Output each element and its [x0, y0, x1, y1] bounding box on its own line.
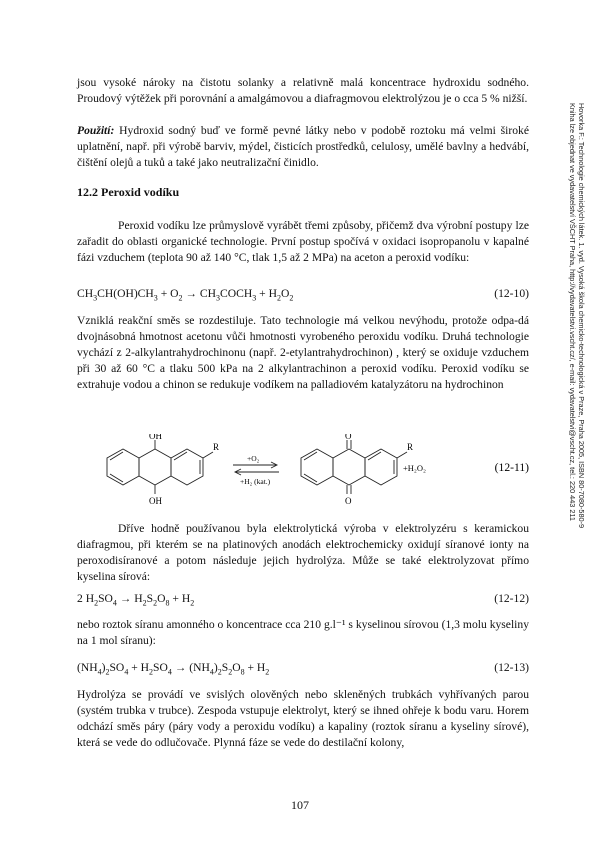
equation-number: (12-13) [494, 661, 529, 674]
formula-subscript: 2 [149, 667, 154, 677]
use-paragraph [77, 123, 529, 171]
paragraph-3: Dříve hodně používanou byla elektrolytická výroba v elektrolyzéru s keramickou diafragmou, při kterém se na platinových anodách elektrochemicky oxidují síranové ionty na peroxodisíranové a potom následuje jejich hydrolýza. Může se také elektrolyzovat přímo kyselina sírová: [77, 522, 529, 583]
formula-text: + H [244, 661, 266, 674]
formula-subscript: 2 [178, 293, 183, 303]
formula-text: ) [213, 661, 218, 674]
formula-subscript: 2 [228, 667, 233, 677]
formula-text: S [221, 661, 229, 674]
formula-text: O [280, 287, 290, 300]
o-bottom-label: O [345, 496, 352, 506]
oh-top-label: OH [149, 434, 162, 441]
formula-text: → CH [182, 287, 217, 300]
formula-text: CH(OH)CH [97, 287, 154, 300]
equation-formula [77, 660, 269, 680]
oh-bottom-label: OH [149, 496, 162, 506]
formula-text: (NH [77, 661, 98, 674]
paragraph-2: Vzniklá reakční směs se rozdestiluje. Tato technologie má velkou nevýhodu, protože odpa-dá dvojnásobná hmotnost acetonu vůči hmotnosti vyrobeného peroxidu vodíku. Druhá technologie vychází z 2-alkylantrahydrochinonu (např. 2-etylantrahydrochinon) , který se oxiduje vzduchem při 30 až 60 °C a tlaku 500 kPa na 2 alkylantrachinon a peroxid vodíku. Peroxid vodíku se extrahuje vodou a chinon se redukuje vodíkem na palladiovém katalyzátoru na hydrochinon [77, 314, 529, 391]
formula-text: → (NH [171, 661, 210, 674]
equation-number: (12-12) [494, 592, 529, 605]
formula-subscript: 3 [216, 293, 221, 303]
reaction-scheme [77, 434, 529, 516]
equation-number: (12-10) [494, 287, 529, 300]
paragraph-4: nebo roztok síranu amonného o koncentrace cca 210 g.l⁻¹ s kyselinou sírovou (1,3 molu kyseliny na 1 mol síranu): [77, 618, 529, 647]
formula-subscript: 8 [240, 667, 245, 677]
section-heading: 12.2 Peroxid vodíku [77, 185, 180, 199]
side-citation-line-1: Hovorka F.: Technologie chemických látek. 1. vyd. Vysoká škola chemicko-technologická v Praze, Praha 2005, ISBN 80-7080-580-9 [577, 103, 586, 529]
formula-text: S [146, 592, 154, 605]
o-top-label: O [345, 434, 352, 441]
intro-paragraph: jsou vysoké nároky na čistotu solanky a relativně malá koncentrace hydroxidu sodného. Proudový výtěžek při porovnání a amalgámovou a diafragmovou elektrolýzou je o cca 5 % nižší. [77, 76, 529, 105]
formula-subscript: 4 [97, 667, 102, 677]
backward-condition: +H₂ (kat.) [240, 477, 271, 486]
formula-subscript: 3 [93, 293, 98, 303]
formula-text: 2 H [77, 592, 95, 605]
r-right-label: R [407, 442, 414, 452]
formula-text: SO [153, 661, 168, 674]
formula-subscript: 2 [265, 667, 270, 677]
equation-12-12 [77, 591, 529, 607]
formula-text: SO [98, 592, 113, 605]
formula-text: + H [128, 661, 150, 674]
formula-subscript: 2 [190, 598, 195, 608]
r-left-label: R [213, 442, 220, 452]
side-citation-line-2: Kniha lze objednat ve vydavatelství VŠCHT Praha, http://vydavatelstvi.vscht.cz/, e-mail: vydavatelstvi@vscht.cz, tel.: 220 443 211 [568, 103, 577, 521]
equation-12-10 [77, 286, 529, 302]
equation-number: (12-11) [494, 461, 529, 474]
formula-text: CH [77, 287, 94, 300]
paragraph-1: Peroxid vodíku lze průmyslově vyrábět třemi způsoby, přičemž dva výrobní postupy lze zařadit do oblasti organické technologie. První postup spočívá v oxidaci isopropanolu v kapalné fázi vzduchem (teplota 90 až 140 °C, tlak 1,5 až 2 MPa) na aceton a peroxid vodíku: [77, 219, 529, 264]
equation-12-13 [77, 660, 529, 676]
formula-text: O [232, 661, 241, 674]
forward-condition: +O₂ [247, 454, 260, 463]
formula-subscript: 2 [142, 598, 147, 608]
formula-text: O [157, 592, 166, 605]
formula-subscript: 4 [209, 667, 214, 677]
formula-text: ) [101, 661, 106, 674]
formula-text: + O [157, 287, 179, 300]
side-citation [568, 103, 586, 703]
use-text: Hydroxid sodný buď ve formě pevné látky nebo v podobě roztoku má velmi široké uplatnění, např. při výrobě barviv, mýdel, čisticích prostředků, celulosy, umělé bavlny a hedvábí, čištění olejů a tuků a také jako neutralizační činidlo. [77, 124, 529, 169]
product-label: +H₂O₂ [403, 463, 426, 473]
page-number: 107 [291, 798, 309, 812]
formula-subscript: 2 [276, 293, 281, 303]
formula-subscript: 3 [252, 293, 257, 303]
formula-subscript: 2 [217, 667, 222, 677]
use-label: Použití: [77, 124, 115, 137]
formula-subscript: 2 [289, 293, 294, 303]
formula-subscript: 4 [167, 667, 172, 677]
formula-subscript: 4 [112, 598, 117, 608]
formula-text: + H [169, 592, 191, 605]
formula-subscript: 2 [94, 598, 99, 608]
formula-subscript: 8 [165, 598, 170, 608]
formula-text: SO [109, 661, 125, 674]
formula-text: → H [116, 592, 143, 605]
reaction-scheme-drawing [77, 434, 529, 516]
formula-text: + H [256, 287, 277, 300]
formula-subscript: 2 [105, 667, 110, 677]
equation-formula [77, 286, 293, 306]
equation-formula [77, 591, 194, 611]
paragraph-5: Hydrolýza se provádí ve svislých olověných nebo skleněných trubkách vyhřívaných parou (systém trubka v trubce). Zespoda vstupuje elektrolyt, který se ihned ohřeje k bodu varu. Horem odchází směs páry (páry vody a peroxidu vodíku) a kapaliny (roztok síranu a kyseliny sírové), která se vede do odlučovače. Plynná fáze se vede do destilační kolony, [77, 688, 529, 749]
formula-text: COCH [220, 287, 253, 300]
formula-subscript: 2 [153, 598, 158, 608]
formula-subscript: 4 [124, 667, 129, 677]
formula-subscript: 3 [153, 293, 158, 303]
